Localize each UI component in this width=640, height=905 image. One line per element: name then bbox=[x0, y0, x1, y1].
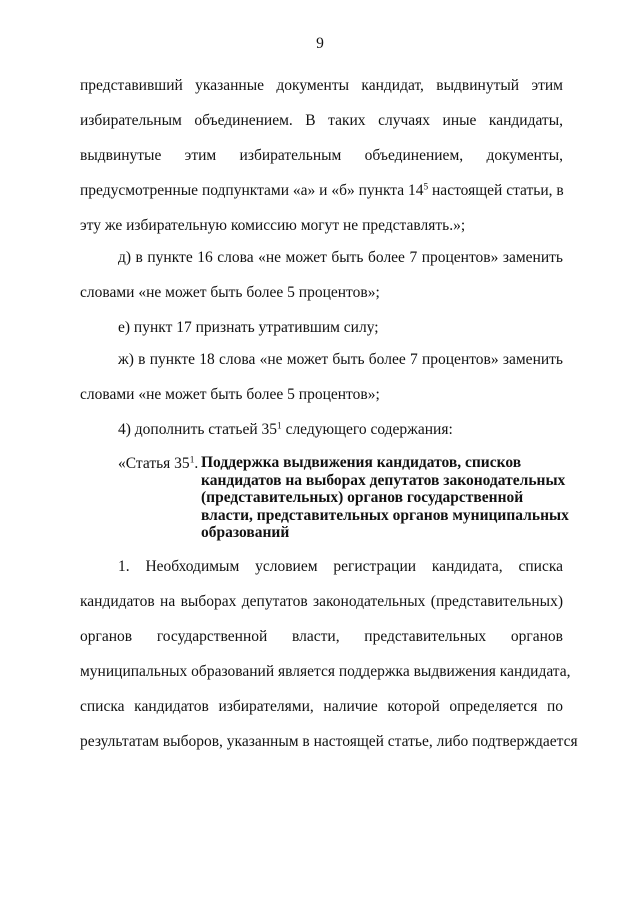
text-line: 1. Необходимым условием регистрации кандидата, списка bbox=[118, 558, 563, 575]
article-title-line: кандидатов на выборах депутатов законодательных bbox=[201, 471, 566, 489]
text-line: представивший указанные документы кандидат, выдвинутый этим bbox=[80, 77, 563, 94]
article-label-text: «Статья 35 bbox=[118, 455, 190, 472]
superscript: 5 bbox=[423, 182, 429, 193]
text-line: словами «не может быть более 5 процентов»; bbox=[80, 386, 380, 403]
text-line: выдвинутые этим избирательным объединением, документы, bbox=[80, 147, 563, 164]
text-fragment: 4) дополнить статьей 35 bbox=[118, 421, 278, 438]
text-line bbox=[80, 181, 563, 201]
text-fragment: настоящей статьи, в bbox=[428, 182, 564, 199]
text-line: кандидатов на выборах депутатов законодательных (представительных) bbox=[80, 593, 563, 610]
article-title-line: Поддержка выдвижения кандидатов, списков bbox=[201, 454, 522, 471]
superscript: 1 bbox=[189, 455, 195, 466]
text-line: избирательным объединением. В таких случаях иные кандидаты, bbox=[80, 112, 563, 129]
text-line: списка кандидатов избирателями, наличие которой определяется по bbox=[80, 698, 563, 715]
text-line: ж) в пункте 18 слова «не может быть более 7 процентов» заменить bbox=[118, 351, 563, 368]
text-line: е) пункт 17 признать утратившим силу; bbox=[118, 319, 379, 336]
text-line: д) в пункте 16 слова «не может быть более 7 процентов» заменить bbox=[118, 249, 563, 266]
article-title-line: власти, представительных органов муниципальных bbox=[201, 506, 569, 524]
article-title-line: (представительных) органов государственной bbox=[201, 489, 524, 506]
text-line: муниципальных образований является поддержка выдвижения кандидата, bbox=[80, 663, 571, 680]
article-title-line: образований bbox=[201, 524, 290, 541]
text-line bbox=[118, 420, 453, 440]
text-line: результатам выборов, указанным в настоящей статье, либо подтверждается bbox=[80, 733, 578, 750]
superscript: 1 bbox=[277, 421, 282, 432]
page-number: 9 bbox=[316, 35, 324, 52]
article-label bbox=[118, 454, 198, 474]
article-label-end: . bbox=[194, 455, 199, 472]
article-title bbox=[201, 454, 571, 542]
text-fragment: следующего содержания: bbox=[281, 421, 453, 438]
text-line: словами «не может быть более 5 процентов»; bbox=[80, 284, 380, 301]
text-fragment: предусмотренные подпунктами «а» и «б» пункта 14 bbox=[80, 182, 424, 199]
text-line: эту же избирательную комиссию могут не представлять.»; bbox=[80, 217, 466, 234]
text-line: органов государственной власти, представительных органов bbox=[80, 628, 563, 645]
